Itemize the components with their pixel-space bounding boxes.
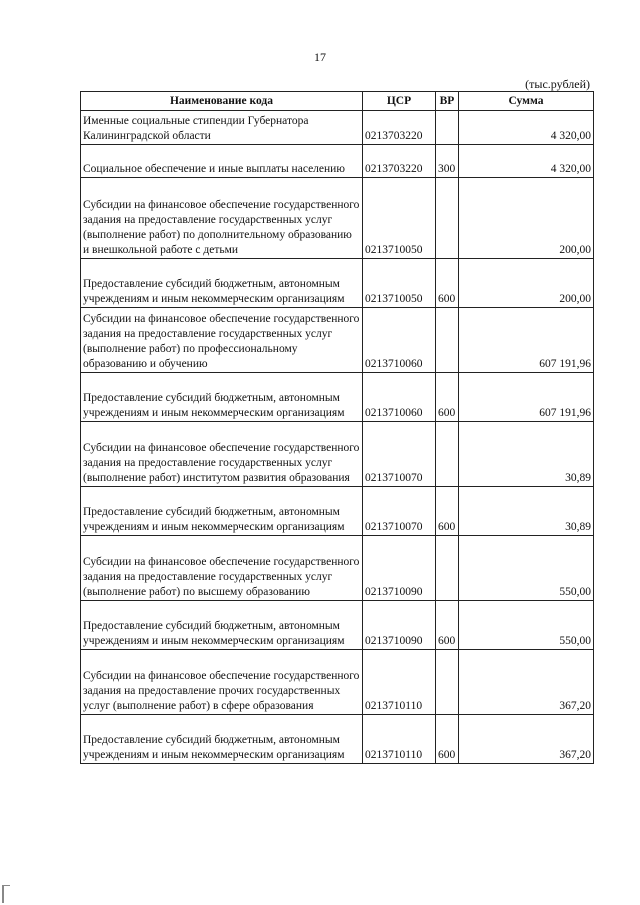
row-vr [436,422,459,487]
row-name: Предоставление субсидий бюджетным, автономным учреждениям и иным некоммерческим организациям [81,373,363,422]
row-vr [436,111,459,145]
row-name: Субсидии на финансовое обеспечение государственного задания на предоставление государственных услуг (выполнение работ) по профессиональному образованию и обучению [81,308,363,373]
row-csr: 0213710070 [363,422,436,487]
row-vr [436,650,459,715]
row-sum: 607 191,96 [459,373,594,422]
row-name: Именные социальные стипендии Губернатора Калининградской области [81,111,363,145]
row-csr: 0213710110 [363,715,436,764]
header-vr: ВР [436,92,459,111]
table-row [81,259,594,308]
budget-table [80,91,594,764]
table-row [81,650,594,715]
table-row [81,487,594,536]
row-name: Социальное обеспечение и иные выплаты населению [81,145,363,178]
row-vr [436,536,459,601]
table-row [81,536,594,601]
row-name: Предоставление субсидий бюджетным, автономным учреждениям и иным некоммерческим организациям [81,259,363,308]
row-name: Субсидии на финансовое обеспечение государственного задания на предоставление государственных услуг (выполнение работ) по дополнительному образованию и внешкольной работе с детьми [81,178,363,259]
table-row [81,373,594,422]
row-csr: 0213710110 [363,650,436,715]
row-name: Субсидии на финансовое обеспечение государственного задания на предоставление государственных услуг (выполнение работ) по высшему образованию [81,536,363,601]
row-csr: 0213710090 [363,601,436,650]
row-sum: 550,00 [459,601,594,650]
row-sum: 367,20 [459,650,594,715]
row-vr: 300 [436,145,459,178]
units-label: (тыс.рублей) [525,77,590,91]
row-csr: 0213703220 [363,111,436,145]
row-csr: 0213710050 [363,259,436,308]
page-number: 17 [314,50,326,64]
table-row [81,111,594,145]
row-sum: 367,20 [459,715,594,764]
row-name: Субсидии на финансовое обеспечение государственного задания на предоставление государственных услуг (выполнение работ) институтом развития образования [81,422,363,487]
row-csr: 0213710090 [363,536,436,601]
row-vr [436,178,459,259]
table-row [81,601,594,650]
scan-mark [2,885,10,886]
row-sum: 550,00 [459,536,594,601]
row-csr: 0213710060 [363,373,436,422]
header-sum: Сумма [459,92,594,111]
row-sum: 200,00 [459,178,594,259]
table-header-row [81,92,594,111]
row-csr: 0213710050 [363,178,436,259]
row-csr: 0213710070 [363,487,436,536]
row-name: Предоставление субсидий бюджетным, автономным учреждениям и иным некоммерческим организациям [81,601,363,650]
row-sum: 30,89 [459,422,594,487]
row-csr: 0213703220 [363,145,436,178]
header-csr: ЦСР [363,92,436,111]
row-vr: 600 [436,601,459,650]
row-name: Субсидии на финансовое обеспечение государственного задания на предоставление прочих государственных услуг (выполнение работ) в сфере образования [81,650,363,715]
scan-mark [2,885,4,903]
row-sum: 4 320,00 [459,145,594,178]
table-row [81,308,594,373]
row-vr: 600 [436,487,459,536]
row-vr [436,308,459,373]
table-row [81,422,594,487]
row-sum: 4 320,00 [459,111,594,145]
row-sum: 607 191,96 [459,308,594,373]
row-csr: 0213710060 [363,308,436,373]
row-vr: 600 [436,259,459,308]
row-vr: 600 [436,373,459,422]
row-name: Предоставление субсидий бюджетным, автономным учреждениям и иным некоммерческим организациям [81,715,363,764]
header-name: Наименование кода [81,92,363,111]
row-sum: 200,00 [459,259,594,308]
row-vr: 600 [436,715,459,764]
table-row [81,178,594,259]
row-sum: 30,89 [459,487,594,536]
row-name: Предоставление субсидий бюджетным, автономным учреждениям и иным некоммерческим организациям [81,487,363,536]
table-row [81,715,594,764]
table-row [81,145,594,178]
